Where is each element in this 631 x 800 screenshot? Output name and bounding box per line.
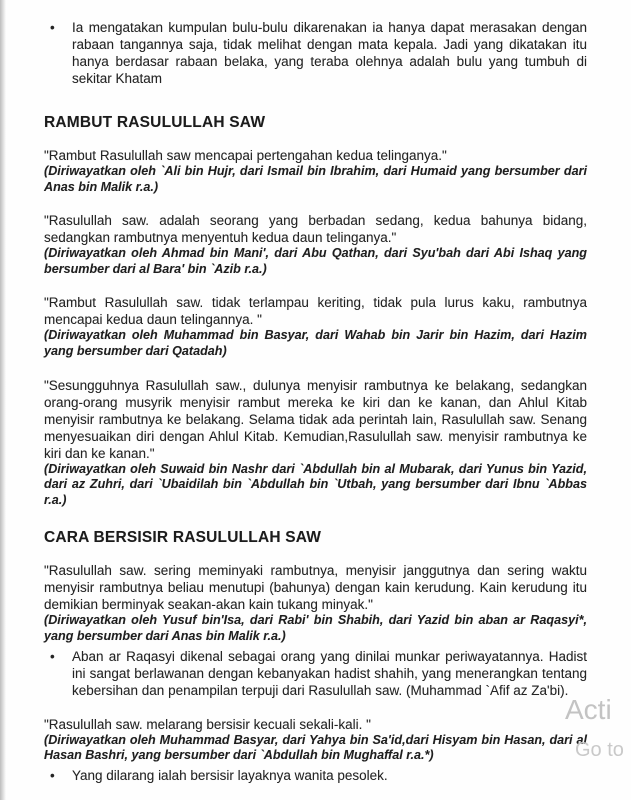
section-heading-cara-bersisir: CARA BERSISIR RASULULLAH SAW xyxy=(44,529,322,547)
hadith-source: (Diriwayatkan oleh Suwaid bin Nashr dari `Abdullah bin al Mubarak, dari Yunus bin Yazid, dari az Zuhri, dari `Ubaidilah bin `Abdullah bin `Utbah, yang bersumber dari Ibnu `Abbas r.a.) xyxy=(44,461,587,507)
hadith-source: (Diriwayatkan oleh `Ali bin Hujr, dari Ismail bin Ibrahim, dari Humaid yang bersumber dari Anas bin Malik r.a.) xyxy=(44,164,587,194)
hadith-note-text: Aban ar Raqasyi dikenal sebagai orang yang dinilai munkar periwayatannya. Hadist ini sangat berlawanan dengan kebanyakan hadist shahih, yang menerangkan tentang kebersihan dan penampilan terpuji dari Rasulullah saw. (Muhammad `Afif az Za'bi). xyxy=(72,648,587,698)
scan-edge-shadow xyxy=(0,0,6,800)
hadith-quote: "Rasulullah saw. adalah seorang yang berbadan sedang, kedua bahunya bidang, sedangkan rambutnya menyentuh kedua daun telinganya." xyxy=(44,213,587,246)
bullet-icon: • xyxy=(50,20,55,35)
hadith-note-item xyxy=(44,767,587,784)
hadith-quote: "Rasulullah saw. melarang bersisir kecuali sekali-kali. " xyxy=(44,716,371,732)
hadith-quote: "Rambut Rasulullah saw. tidak terlampau keriting, tidak pula lurus kaku, rambutnya mencapai kedua daun telingannya. " xyxy=(44,295,587,328)
intro-bullet-text: Ia mengatakan kumpulan bulu-bulu dikarenakan ia hanya dapat merasakan dengan rabaan tangannya saja, tidak melihat dengan mata kepala. Jadi yang dikatakan itu hanya berdasar rabaan belaka, yang teraba olehnya adalah bulu yang tumbuh di sekitar Khatam xyxy=(72,20,587,86)
hadith-source: (Diriwayatkan oleh Ahmad bin Mani', dari Abu Qathan, dari Syu'bah dari Abi Ishaq yang bersumber dari al Bara' bin `Azib r.a.) xyxy=(44,246,587,276)
hadith-quote: "Rambut Rasulullah saw mencapai pertengahan kedua telinganya." xyxy=(44,148,447,163)
section-heading-rambut: RAMBUT RASULULLAH SAW xyxy=(44,114,266,131)
hadith-quote: "Rasulullah saw. sering meminyaki rambutnya, menyisir janggutnya dan sering waktu menyisir rambutnya beliau menutupi (bahunya) dengan kain kerudung. Kain kerudung itu demikian berminyak seakan-akan kain tukang minyak." xyxy=(44,563,587,613)
hadith-note-text: Yang dilarang ialah bersisir layaknya wanita pesolek. xyxy=(72,767,388,783)
hadith-note-item xyxy=(44,648,587,699)
document-content xyxy=(44,0,587,784)
hadith-source: (Diriwayatkan oleh Yusuf bin'Isa, dari Rabi' bin Shabih, dari Yazid bin aban ar Raqasyi*, yang bersumber dari Anas bin Malik r.a.) xyxy=(44,613,587,643)
hadith-source: (Diriwayatkan oleh Muhammad Basyar, dari Yahya bin Sa'id,dari Hisyam bin Hasan, dari al Hasan Bashri, yang bersumber dari `Abdullah bin Mughaffal r.a.*) xyxy=(44,732,587,763)
intro-bullet-item xyxy=(44,19,587,87)
hadith-source: (Diriwayatkan oleh Muhammad bin Basyar, dari Wahab bin Jarir bin Hazim, dari Hazim yang bersumber dari Qatadah) xyxy=(44,328,587,358)
hadith-quote: "Sesungguhnya Rasulullah saw., dulunya menyisir rambutnya ke belakang, sedangkan orang-orang musyrik menyisir rambut mereka ke kiri dan ke kanan, dan Ahlul Kitab menyisir rambutnya ke belakang. Selama tidak ada perintah lain, Rasulullah saw. Senang menyesuaikan diri dengan Ahlul Kitab. Kemudian,Rasulullah saw. menyisir rambutnya ke kiri dan ke kanan." xyxy=(44,377,587,461)
activate-watermark-line1: Acti xyxy=(565,694,612,725)
bullet-icon: • xyxy=(50,648,55,664)
bullet-icon: • xyxy=(50,767,55,783)
activate-watermark-line2: Go to xyxy=(575,739,624,761)
